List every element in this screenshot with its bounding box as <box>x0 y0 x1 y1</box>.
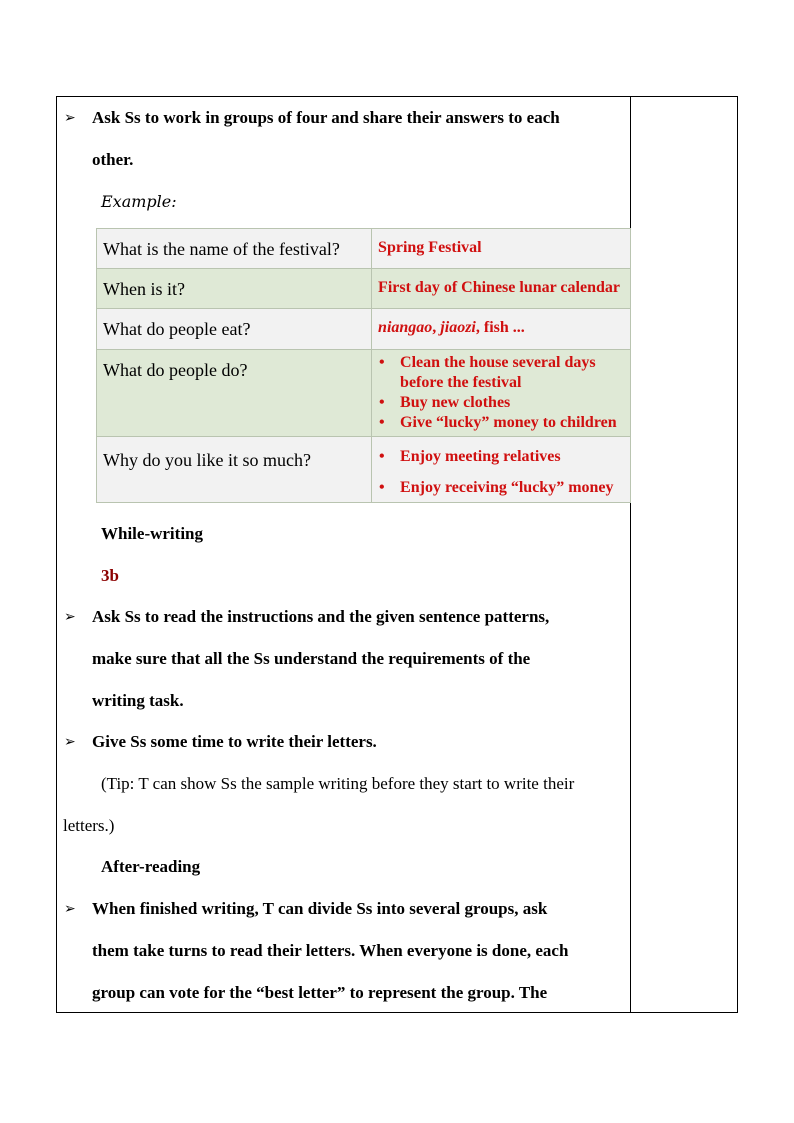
answer-cell <box>372 350 631 437</box>
after-reading-heading: After-reading <box>101 857 201 876</box>
answer-bullet-list <box>378 447 630 498</box>
tip-line: letters.) <box>63 816 115 835</box>
list-item: • Enjoy meeting relatives <box>378 447 630 467</box>
answer-part: , fish ... <box>475 319 525 336</box>
question-cell: When is it? <box>97 269 372 309</box>
example-table <box>96 228 631 503</box>
table-row <box>97 437 631 503</box>
arrow-bullet-icon: ➢ <box>64 609 76 625</box>
answer-cell: First day of Chinese lunar calendar <box>372 269 631 309</box>
table-row <box>97 269 631 309</box>
answer-part: , <box>432 319 441 336</box>
answer-cell <box>372 437 631 503</box>
answer-cell: Spring Festival <box>372 229 631 269</box>
list-item: • Buy new clothes <box>378 393 630 413</box>
answer-part: niangao <box>378 319 433 336</box>
question-cell: What do people do? <box>97 350 372 437</box>
list-item: • Give “lucky” money to children <box>378 413 630 433</box>
example-label: Example: <box>101 192 177 211</box>
list-item-text: Clean the house several days <box>400 354 596 371</box>
question-cell: What do people eat? <box>97 309 372 350</box>
arrow-bullet-icon: ➢ <box>64 734 76 750</box>
question-cell: What is the name of the festival? <box>97 229 372 269</box>
instruction-line: group can vote for the “best letter” to represent the group. The <box>92 983 548 1002</box>
section-3b-heading: 3b <box>101 566 119 585</box>
arrow-bullet-icon: ➢ <box>64 110 76 126</box>
table-row <box>97 350 631 437</box>
instruction-line: When finished writing, T can divide Ss into several groups, ask <box>92 899 548 918</box>
answer-cell <box>372 309 631 350</box>
list-item-text: before the festival <box>400 374 522 391</box>
list-item: • Enjoy receiving “lucky” money <box>378 478 630 498</box>
intro-line-2: other. <box>92 150 134 169</box>
instruction-line: make sure that all the Ss understand the requirements of the <box>92 649 531 668</box>
answer-bullet-list <box>378 353 630 433</box>
question-cell: Why do you like it so much? <box>97 437 372 503</box>
tip-line: (Tip: T can show Ss the sample writing before they start to write their <box>101 774 575 793</box>
table-row <box>97 229 631 269</box>
arrow-bullet-icon: ➢ <box>64 901 76 917</box>
while-writing-heading: While-writing <box>101 524 203 543</box>
instruction-line: Ask Ss to read the instructions and the given sentence patterns, <box>92 607 550 626</box>
instruction-line: them take turns to read their letters. When everyone is done, each <box>92 941 569 960</box>
list-item <box>378 353 630 393</box>
table-row <box>97 309 631 350</box>
instruction-line: writing task. <box>92 691 184 710</box>
instruction-line: Give Ss some time to write their letters. <box>92 732 377 751</box>
answer-part: jiaozi <box>440 319 476 336</box>
intro-line-1: Ask Ss to work in groups of four and share their answers to each <box>92 108 560 127</box>
